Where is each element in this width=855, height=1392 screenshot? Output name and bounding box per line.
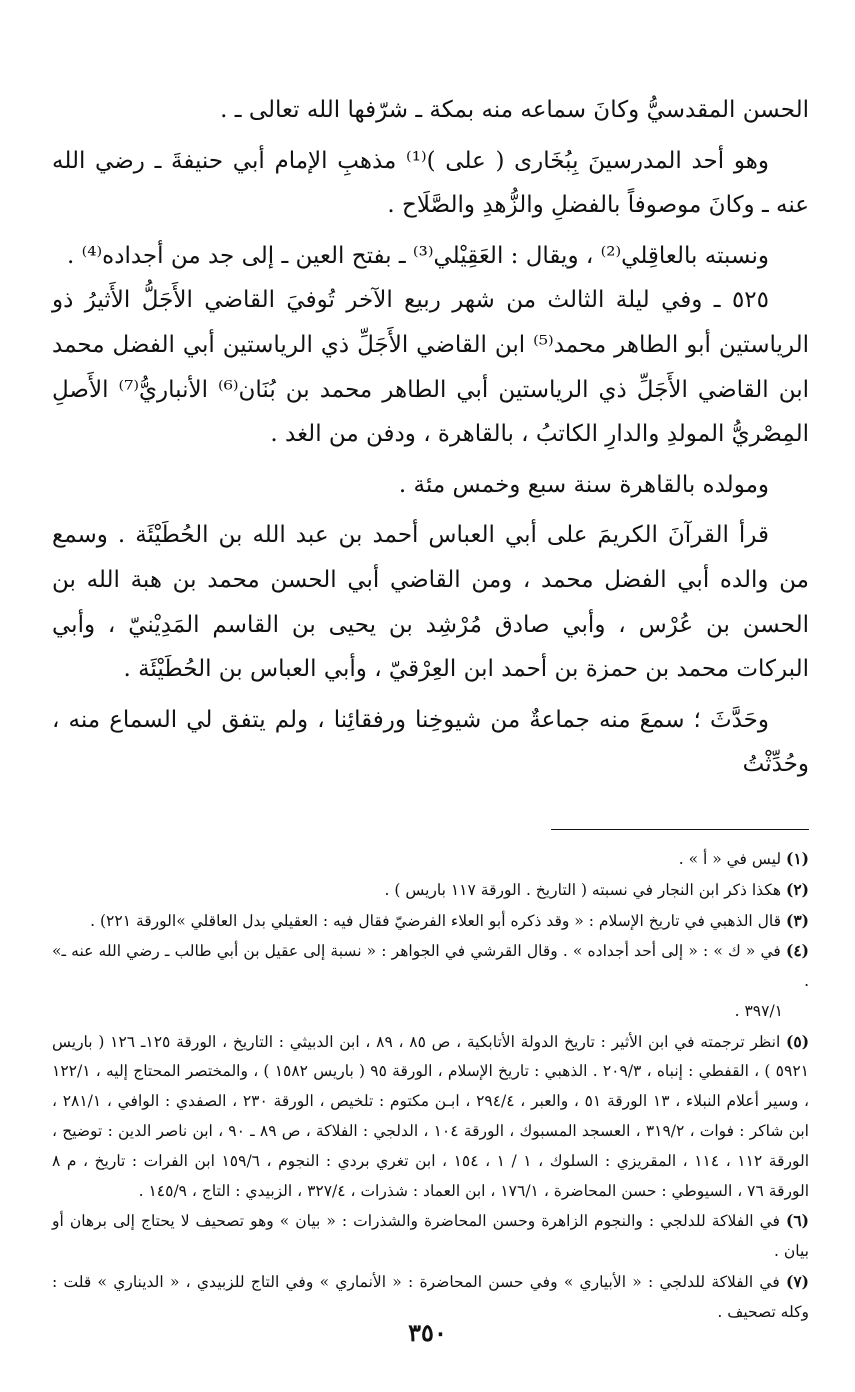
paragraph-6: وحَدَّثَ ؛ سمعَ منه جماعةٌ من شيوخِنا ورفقائِنا ، ولم يتفق لي السماع منه ، وحُدِّثْتُ [52, 706, 809, 778]
footnote-number: (٢) [785, 879, 809, 899]
paragraph-4: ومولده بالقاهرة سنة سبع وخمس مئة . [398, 471, 769, 498]
footnote-number: (٣) [785, 910, 809, 930]
footnotes [52, 844, 809, 1328]
footnote-1 [52, 844, 809, 875]
main-text [52, 88, 809, 787]
footnote-separator [52, 829, 809, 830]
footnote-text: في « ك » : « إلى أحد أجداده » . وقال القرشي في الجواهر : « نسبة إلى عقيل بن أبي طالب ـ رضي الله عنه ـ» . [52, 942, 809, 991]
footnote-2 [52, 875, 809, 906]
footnote-number: (٦) [785, 1211, 809, 1231]
footnote-6 [52, 1206, 809, 1267]
footnote-3 [52, 906, 809, 937]
footnote-text: في الفلاكة للدلجي : « الأبياري » وفي حسن المحاضرة : « الأنماري » وفي التاج للزبيدي ، « الديناري » قلت : وكله تصحيف . [52, 1273, 809, 1321]
paragraph-0: الحسن المقدسيُّ وكانَ سماعه منه بمكة ـ شرّفها الله تعالى ـ . [220, 97, 809, 123]
footnote-5 [52, 1027, 809, 1207]
paragraph-5: قرأ القرآنَ الكريمَ على أبي العباس أحمد بن عبد الله بن الحُطَيْئَة . وسمع من والده أبي الفضل محمد ، ومن القاضي أبي الحسن محمد بن هبة الله بن الحسن بن عُرْس ، وأبي صادق مُرْشِد بن يحيى بن القاسم المَدِيْنيّ ، وأبي البركات محمد بن حمزة بن أحمد ابن العِرْقيّ ، وأبي العباس بن الحُطَيْئَة . [52, 522, 809, 683]
footnote-number: (٥) [786, 1031, 810, 1051]
footnote-number: (٧) [785, 1272, 809, 1292]
footnote-4 [52, 936, 809, 997]
footnote-rule [551, 829, 809, 830]
footnote-text: ليس في « أ » . [678, 849, 782, 868]
footnote-text: قال الذهبي في تاريخ الإسلام : « وقد ذكره أبو العلاء الفرضيّ فقال فيه : العقيلي بدل العاقلي »الورقة ٢٢١) . [90, 911, 782, 930]
footnote-number: (٤) [785, 941, 809, 961]
footnote-text: انظر ترجمته في ابن الأثير : تاريخ الدولة الأتابكية ، ص ٨٥ ، ٨٩ ، ابن الدبيثي : التاريخ ، الورقة ١٢٥ـ ١٢٦ ( باريس ٥٩٢١ ) ، القفطي : إنباه ، ٢٠٩/٣ . الذهبي : تاريخ الإسلام ، الورقة ٩٥ ( باريس ١٥٨٢ ) ، والمختصر المحتاج إليه ، ١٢٢/١ ، وسير أعلام النبلاء ، ١٣ الورقة ٥١ ، والعبر ، ٢٩٤/٤ ، ابـن مكتوم : تلخيص ، الورقة ٢٣٠ ، الصفدي : الوافي ، ٢٨١/١ ، ابن شاكر : فوات ، ٣١٩/٢ ، العسجد المسبوك ، الورقة ١٠٤ ، الدلجي : الفلاكة ، ص ٨٩ ـ ٩٠ ، ابن ناصر الدين : توضيح ، الورقة ١١٢ ، ١١٤ ، المقريزي : السلوك ، ١ / ١ ، ١٥٤ ، ابن تغري بردي : النجوم ، ١٥٩/٦ ابن الفرات : تاريخ ، م ٨ الورقة ٧٦ ، السيوطي : حسن المحاضرة ، ١٧٦/١ ، ابن العماد : شذرات ، ٣٢٧/٤ ، الزبيدي : التاج ، ١٤٥/٩ . [52, 1032, 810, 1200]
footnote-text: هكذا ذكر ابن النجار في نسبته ( التاريخ . الورقة ١١٧ باريس ) . [384, 880, 782, 899]
paragraph-1: وهو أحد المدرسينَ بِبُخَارى ( على )⁽¹⁾ مذهبِ الإمام أبي حنيفةَ ـ رضي الله عنه ـ وكانَ موصوفاً بالفضلِ والزُّهدِ والصَّلَاح . [52, 147, 809, 219]
footnote-text: في الفلاكة للدلجي : والنجوم الزاهرة وحسن المحاضرة والشذرات : « بيان » وهو تصحيف لا يحتاج إلى برهان أو بيان . [52, 1212, 809, 1261]
footnote-4-continuation: ٣٩٧/١ . [734, 1001, 783, 1020]
paragraph-2: ونسبته بالعاقِلي⁽²⁾ ، ويقال : العَقِيْلي⁽³⁾ ـ بفتح العين ـ إلى جد من أجداده⁽⁴⁾ . [66, 242, 769, 269]
paragraph-entry-525: ٥٢٥ ـ وفي ليلة الثالث من شهر ربيع الآخر تُوفيَ القاضي الأَجَلُّ الأَثيرُ ذو الرياستين أبو الطاهر محمد⁽⁵⁾ ابن القاضي الأَجَلِّ ذي الرياستين أبي الفضل محمد ابن القاضي الأَجَلِّ ذي الرياستين أبي الطاهر محمد بن بُنَان⁽⁶⁾ الأنباريُّ⁽⁷⁾ الأَصلِ المِصْريُّ المولدِ والدارِ الكاتبُ ، بالقاهرة ، ودفن من الغد . [52, 287, 809, 448]
page-number: ٣٥٠ [408, 1318, 447, 1347]
footnote-number: (١) [785, 848, 809, 868]
